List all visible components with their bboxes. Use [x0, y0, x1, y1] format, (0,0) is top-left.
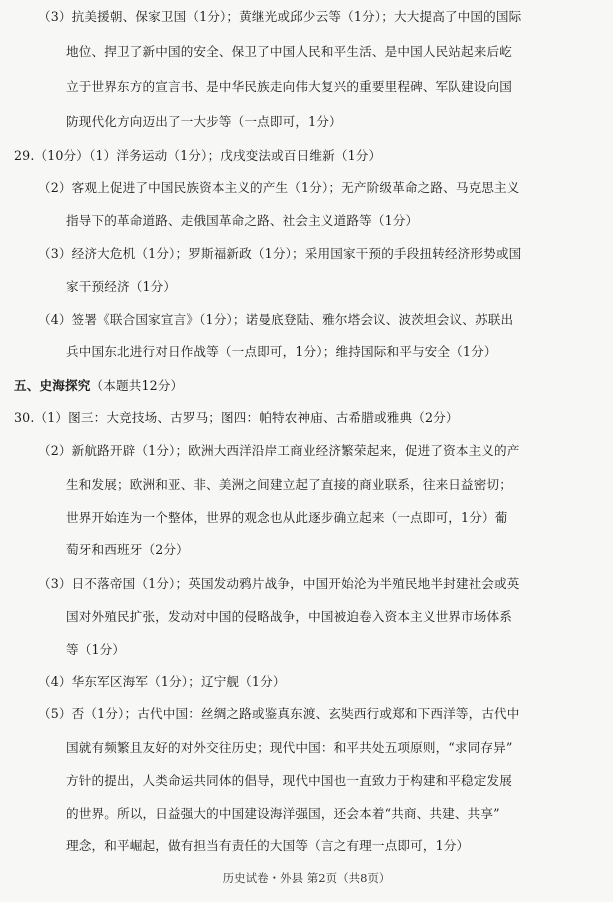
text-line: （3）日不落帝国（1分）；英国发动鸦片战争，中国开始沦为半殖民地半封建社会或英 — [38, 576, 520, 591]
page-footer: 历史试卷・外县 第2页（共8页） — [222, 871, 391, 885]
question-29-header: 29.（10分）（1）洋务运动（1分）；戊戌变法或百日维新（1分） — [14, 148, 382, 163]
text-line: 地位、捍卫了新中国的安全、保卫了中国人民和平生活、是中国人民站起来后屹 — [66, 44, 513, 59]
section-five-heading — [14, 378, 183, 394]
text-line: （4）签署《联合国家宣言》（1分）；诺曼底登陆、雅尔塔会议、波茨坦会议、苏联出 — [38, 312, 514, 327]
text-line: （5）否（1分）；古代中国：丝绸之路或鉴真东渡、玄奘西行或郑和下西洋等，古代中 — [38, 706, 520, 721]
text-line: （3）抗美援朝、保家卫国（1分）；黄继光或邱少云等（1分）；大大提高了中国的国际 — [38, 9, 522, 24]
text-line: （4）华东军区海军（1分）；辽宁舰（1分） — [38, 674, 286, 689]
text-line: 世界开始连为一个整体，世界的观念也从此逐步确立起来（一点即可，1分）葡 — [66, 510, 508, 525]
text-line: 理念，和平崛起，做有担当有责任的大国等（言之有理一点即可，1分） — [66, 838, 470, 853]
text-line: 等（1分） — [66, 642, 126, 657]
text-line: 方针的提出，人类命运共同体的倡导，现代中国也一直致力于构建和平稳定发展 — [66, 773, 513, 788]
text-line: （2）客观上促进了中国民族资本主义的产生（1分）；无产阶级革命之路、马克思主义 — [38, 180, 520, 195]
section-score: （本题共12分） — [90, 378, 184, 393]
text-line: 生和发展；欧洲和亚、非、美洲之间建立起了直接的商业联系，往来日益密切； — [66, 477, 513, 492]
text-line: （3）经济大危机（1分）；罗斯福新政（1分）；采用国家干预的手段扭转经济形势或国 — [38, 246, 522, 261]
text-line: （2）新航路开辟（1分）；欧洲大西洋沿岸工商业经济繁荣起来，促进了资本主义的产 — [38, 443, 520, 458]
text-line: 萄牙和西班牙（2分） — [66, 542, 189, 557]
question-30-header: 30.（1）图三：大竞技场、古罗马；图四：帕特农神庙、古希腊或雅典（2分） — [14, 410, 459, 425]
text-line: 的世界。所以，日益强大的中国建设海洋强国，还会本着“共商、共建、共享” — [66, 806, 500, 821]
section-title: 五、史海探究 — [14, 378, 91, 393]
text-line: 国就有频繁且友好的对外交往历史；现代中国：和平共处五项原则，“求同存异” — [66, 740, 513, 755]
text-line: 指导下的革命道路、走俄国革命之路、社会主义道路等（1分） — [66, 213, 419, 228]
text-line: 国对外殖民扩张，发动对中国的侵略战争，中国被迫卷入资本主义世界市场体系 — [66, 609, 513, 624]
text-line: 立于世界东方的宣言书、是中华民族走向伟大复兴的重要里程碑、军队建设向国 — [66, 79, 513, 94]
text-line: 兵中国东北进行对日作战等（一点即可，1分）；维持国际和平与安全（1分） — [66, 344, 497, 359]
text-line: 家干预经济（1分） — [66, 279, 177, 294]
text-line: 防现代化方向迈出了一大步等（一点即可，1分） — [66, 114, 342, 129]
